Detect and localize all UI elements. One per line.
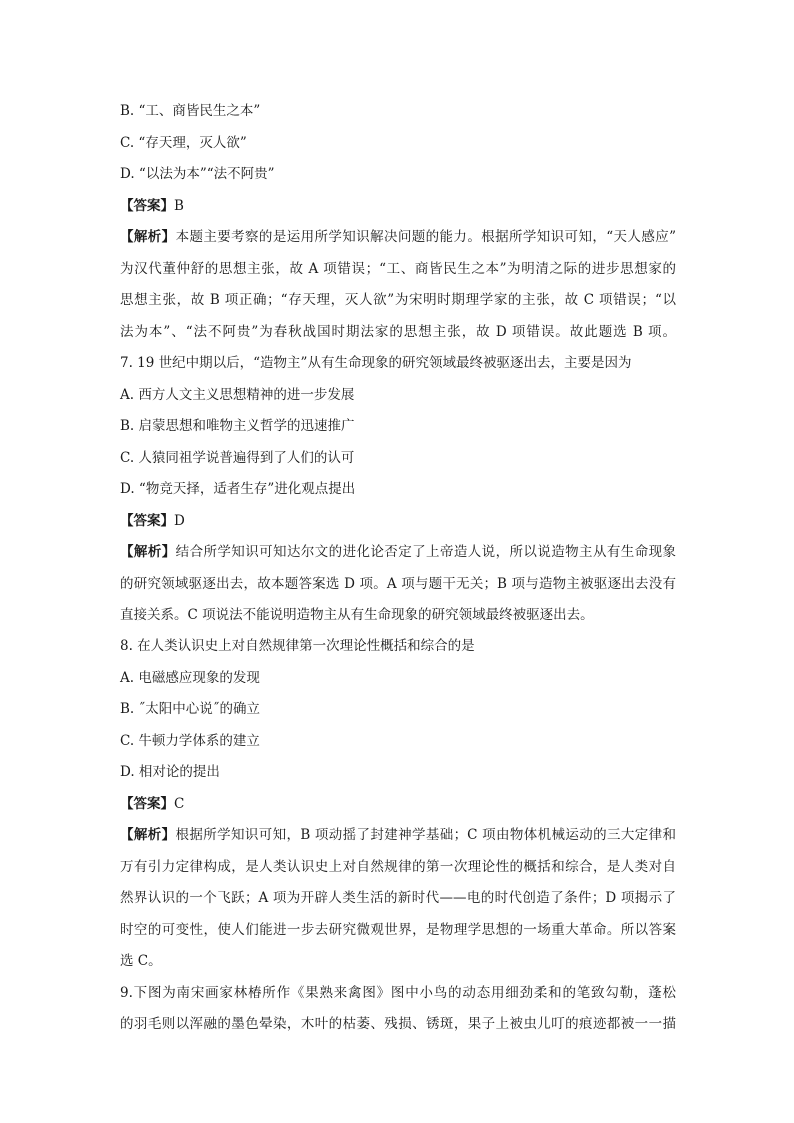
q7-analysis-line: 直接关系。C 项说法不能说明造物主从有生命现象的研究领域最终被驱逐出去。: [120, 607, 594, 623]
q8-analysis-line: [120, 825, 676, 845]
q8-option-d: D. 相对论的提出: [120, 764, 220, 780]
answer-label: 【答案】: [120, 796, 174, 812]
q7-analysis-line: [120, 542, 676, 562]
analysis-label: 【解析】: [120, 827, 176, 843]
q8-option-a: A. 电磁感应现象的发现: [120, 670, 260, 686]
q6-analysis-line: 法为本”、“法不阿贵”为春秋战国时期法家的思想主张，故 D 项错误。故此题选 B 项。: [120, 324, 676, 340]
q8-option-b: B. ˝太阳中心说˝的确立: [120, 701, 261, 717]
answer-label: 【答案】: [120, 513, 174, 529]
q6-analysis-line: [120, 227, 676, 247]
q8-answer: [120, 794, 676, 814]
analysis-label: 【解析】: [120, 229, 176, 245]
q8-analysis-line: 时空的可变性，使人们能进一步去研究微观世界，是物理学思想的一场重大革命。所以答案: [120, 922, 676, 938]
q8-option-c: C. 牛顿力学体系的建立: [120, 733, 260, 749]
q6-option-d: D. “以法为本”“法不阿贵”: [120, 166, 275, 182]
q6-option-b: B. “工、商皆民生之本”: [120, 103, 261, 119]
q8-stem: 8. 在人类认识史上对自然规律第一次理论性概括和综合的是: [120, 638, 475, 654]
answer-value: D: [174, 513, 185, 529]
q7-answer: [120, 511, 676, 531]
q6-option-c: C. “存天理，灭人欲”: [120, 135, 247, 151]
analysis-text: 本题主要考察的是运用所学知识解决问题的能力。根据所学知识可知，“天人感应”: [175, 229, 676, 245]
q6-analysis-line: 为汉代董仲舒的思想主张，故 A 项错误；“工、商皆民生之本”为明清之际的进步思想家的: [120, 261, 676, 277]
analysis-text: 结合所学知识可知达尔文的进化论否定了上帝造人说，所以说造物主从有生命现象: [175, 544, 677, 560]
q7-analysis-line: 的研究领域驱逐出去，故本题答案选 D 项。A 项与题干无关；B 项与造物主被驱逐出去没有: [120, 576, 676, 592]
q7-option-d: D. “物竞天择，适者生存”进化观点提出: [120, 481, 356, 497]
answer-label: 【答案】: [120, 198, 174, 214]
q7-option-b: B. 启蒙思想和唯物主义哲学的迅速推广: [120, 418, 355, 434]
analysis-label: 【解析】: [120, 544, 176, 560]
q8-analysis-line: 万有引力定律构成，是人类认识史上对自然规律的第一次理论性的概括和综合，是人类对自: [120, 859, 676, 875]
analysis-text: 根据所学知识可知，B 项动摇了封建神学基础；C 项由物体机械运动的三大定律和: [175, 827, 676, 843]
q7-option-c: C. 人猿同祖学说普遍得到了人们的认可: [120, 450, 355, 466]
answer-value: C: [174, 796, 185, 812]
q7-stem: 7. 19 世纪中期以后，“造物主”从有生命现象的研究领域最终被驱逐出去，主要是因为: [120, 355, 632, 371]
q8-analysis-line: 然界认识的一个飞跃；A 项为开辟人类生活的新时代——电的时代创造了条件；D 项揭示了: [120, 890, 676, 906]
q6-analysis-line: 思想主张，故 B 项正确；“存天理，灭人欲”为宋明时期理学家的主张，故 C 项错误；“以: [120, 292, 676, 308]
answer-value: B: [174, 198, 184, 214]
q9-stem-line: 9.下图为南宋画家林椿所作《果熟来禽图》图中小鸟的动态用细劲柔和的笔致勾勒，蓬松: [120, 985, 676, 1001]
q7-option-a: A. 西方人文主义思想精神的进一步发展: [120, 387, 355, 403]
q6-answer: [120, 196, 676, 216]
q9-stem-line: 的羽毛则以浑融的墨色晕染，木叶的枯萎、残损、锈斑，果子上被虫儿叮的痕迹都被一一描: [120, 1016, 676, 1032]
q8-analysis-line: 选 C。: [120, 953, 162, 969]
